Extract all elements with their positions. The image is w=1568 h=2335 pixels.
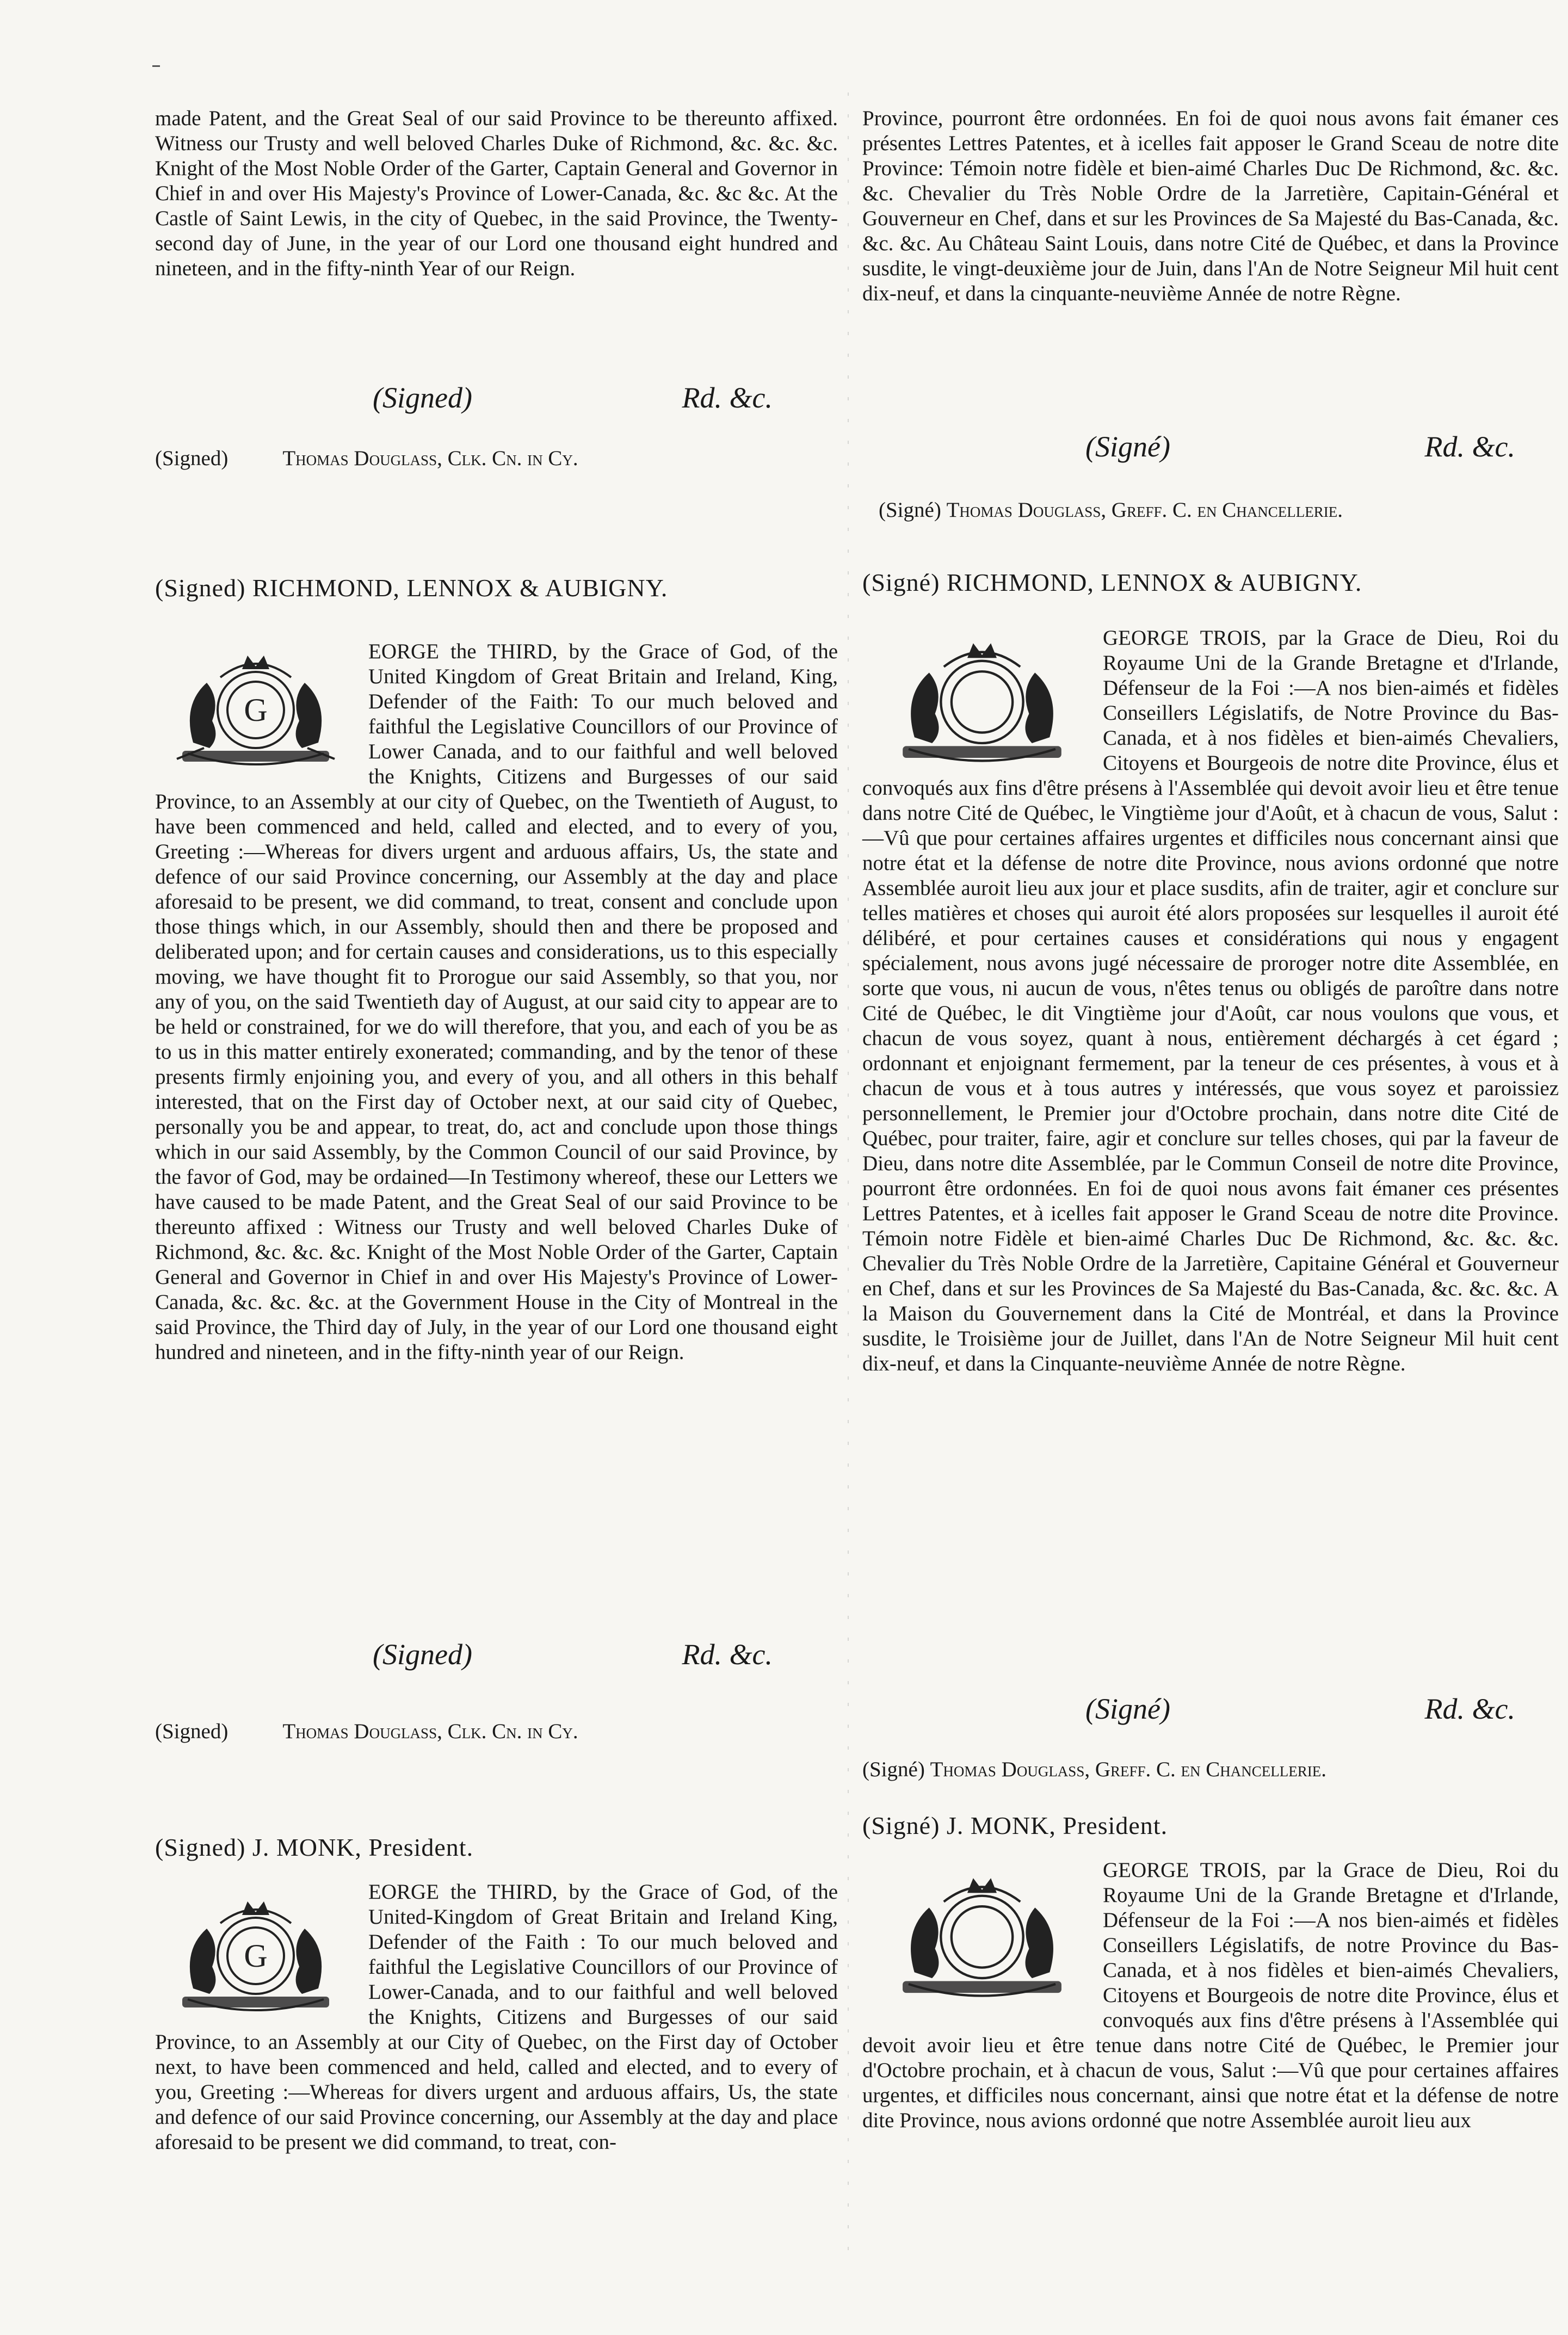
english-proclamation-1: EORGE the THIRD, by the Grace of God, of the United Kingdom of Great Britain and Ireland, King, Defender of the Faith: To our much beloved and faithful the Legislative Councillors of our Province of Lower Canada, and to our faithful and well beloved the Knights, Citizens and Burgesses of our said Province, to an Assembly at our city of Quebec, on the Twentieth of August, to have been commenced and held, called and elected, and to every of you, Greeting :—Whereas for divers urgent and arduous affairs, Us, the state and defence of our said Province concerning, our Assembly at the day and place aforesaid to be present, we did command, to treat, consent and conclude upon those things which, in our Assembly, should then and there be proposed and deliberated upon; and for certain causes and considerations, us to this especially moving, we have thought fit to Prorogue our said Assembly, so that you, nor any of you, on the said Twentieth day of August, at our said city to appear are to be held or constrained, for we do will therefore, that you, and each of you be as to us in this matter entirely exonerated; commanding, and by the tenor of these presents firmly enjoining you, and every of you, and all others in this behalf interested, that on the First day of October next, at our said city of Quebec, personally you be and appear, to treat, do, act and conclude upon those things which in our said Assembly, by the Common Council of our said Province, by the favor of God, may be ordained—In Testimony whereof, these our Letters we have caused to be made Patent, and the Great Seal of our said Province to be thereunto affixed : Witness our Trusty and well beloved Charles Duke of Richmond, &c. &c. &c. Knight of the Most Noble Order of the Garter, Captain General and Governor in Chief in and over His Majesty's Province of Lower-Canada, &c. &c. &c. at the Government House in the City of Montreal in the said Province, the Third day of July, in the year of our Lord one thousand eight hundred and nineteen, and in the fifty-ninth year of our Reign.	[155, 640, 838, 1364]
crest-svg	[873, 626, 1091, 773]
signed-label: (Signed)	[373, 381, 472, 414]
margin-mark	[152, 65, 160, 67]
english-signature-2	[155, 1638, 838, 1671]
authority-line: (Signed) RICHMOND, LENNOX & AUBIGNY.	[155, 574, 668, 602]
royal-crest-icon	[873, 626, 1091, 773]
clerk-name: Thomas Douglass, Clk. Cn. in Cy.	[282, 447, 578, 470]
clerk-prefix: (Signé)	[862, 1758, 925, 1781]
french-signature-1	[862, 430, 1559, 464]
clerk-prefix: (Signed)	[155, 447, 229, 470]
svg-text:G: G	[244, 692, 268, 728]
authority-line: (Signé) J. MONK, President.	[862, 1812, 1168, 1839]
english-signature-1	[155, 381, 838, 415]
rd-label: Rd. &c.	[1424, 430, 1515, 463]
clerk-name: Thomas Douglass, Greff. C. en Chancellerie.	[930, 1758, 1327, 1781]
french-proclamation-2: GEORGE TROIS, par la Grace de Dieu, Roi du Royaume Uni de la Grande Bretagne et d'Irlande, Défenseur de la Foi :—A nos bien-aimés et fidèles Conseillers Législatifs, de notre Province du Bas-Canada, et à nos fidèles et bien-aimés Chevaliers, Citoyens et Bourgeois de notre dite Province, élus et convoqués aux fins d'être présens à l'Assemblée qui devoit avoir lieu et être tenue dans notre Cité de Québec, le Premier jour d'Octobre prochain, et à chacun de vous, Salut :—Vû que pour certaines affaires urgentes, et difficiles nous concernant, ainsi que notre état et la défense de notre dite Province, nous avions ordonné que notre Assemblée auroit lieu aux	[862, 1858, 1559, 2132]
royal-crest-icon	[155, 1880, 356, 2027]
column-divider	[848, 92, 849, 2269]
english-top-paragraph: made Patent, and the Great Seal of our said Province to be thereunto affixed. Witness our Trusty and well beloved Charles Duke of Richmond, &c. &c. &c. Knight of the Most Noble Order of the Garter, Captain General and Governor in Chief in and over His Majesty's Province of Lower-Canada, &c. &c &c. At the Castle of Saint Lewis, in the city of Quebec, in the said Province, the Twenty-second day of June, in the year of our Lord one thousand eight hundred and nineteen, and in the fifty-ninth Year of our Reign.	[155, 107, 838, 280]
french-proclamation-2-block	[862, 1858, 1559, 2133]
authority-line: (Signed) J. MONK, President.	[155, 1833, 474, 1861]
english-proclamation-2: EORGE the THIRD, by the Grace of God, of the United-Kingdom of Great Britain and Ireland King, Defender of the Faith : To our much beloved and faithful the Legislative Councillors of our Province of Lower-Canada, and to our faithful and well beloved the Knights, Citizens and Burgesses of our said Province, to an Assembly at our City of Quebec, on the First day of October next, to have been commenced and held, called and elected, and to every of you, Greeting :—Whereas for divers urgent and arduous affairs, Us, the state and defence of our said Province concerning, our Assembly at the day and place aforesaid to be present we did command, to treat, con-	[155, 1880, 838, 2154]
clerk-name: Thomas Douglass, Greff. C. en Chancellerie.	[946, 498, 1343, 522]
french-proclamation-1: GEORGE TROIS, par la Grace de Dieu, Roi du Royaume Uni de la Grande Bretagne et d'Irlande, Défenseur de la Foi :—A nos bien-aimés et fidèles Conseillers Législatifs, de Notre Province du Bas-Canada, et à nos fidèles et bien-aimés Chevaliers, Citoyens et Bourgeois de notre dite Province, élus et convoqués aux fins d'être présens à l'Assemblée qui devoit avoir lieu et être tenue dans notre Cité de Québec, le Vingtième jour d'Août, et à chacun de vous, Salut :—Vû que pour certaines affaires urgentes et difficiles nous concernant ainsi que notre état et la défense de notre dite Province, nous avions ordonné que notre Assemblée auroit lieu aux jour et place susdits, afin de traiter, agir et conclure sur telles matières et choses qui auroit été alors proposées sur lesquelles il auroit été délibéré, et pour certaines causes et considérations qui nous y engagent spécialement, nous avons jugé nécessaire de proroger notre dite Assemblée, en sorte que vous, ni aucun de vous, n'êtes tenus ou obligés de paroître dans notre Cité de Québec, le dit Vingtième jour d'Août, car nous voulons que vous, et chacun de vous soyez, quant à nous, entièrement déchargés à cet égard ; ordonnant et enjoignant fermement, par la teneur de ces présentes, à vous et à chacun de vous et à tous autres y intéressés, que vous soyez et paroissiez personnellement, le Premier jour d'Octobre prochain, dans notre dite Cité de Québec, pour traiter, faire, agir et conclure sur telles choses, qui par la faveur de Dieu, dans notre dite Assemblée, par le Commun Conseil de notre dite Province, pourront être ordonnées. En foi de quoi nous avons fait émaner ces présentes Lettres Patentes, et à icelles fait apposer le Grand Sceau de notre dite Province. Témoin notre Fidèle et bien-aimé Charles Duc De Richmond, &c. &c. &c. Chevalier du Très Noble Ordre de la Jarretière, Capitaine Général et Gouverneur en Chef, dans et sur les Provinces de Sa Majesté du Bas-Canada, &c. &c. &c. A la Maison du Gouvernement dans la Cité de Montréal, et dans la Province susdite, le Troisième jour de Juillet, dans l'An de Notre Seigneur Mil huit cent dix-neuf, et dans la Cinquante-neuvième Année de notre Règne.	[862, 626, 1559, 1375]
crest-svg	[155, 1880, 356, 2027]
french-top-paragraph: Province, pourront être ordonnées. En foi de quoi nous avons fait émaner ces présentes Lettres Patentes, et à icelles fait apposer le Grand Sceau de notre dite Province: Témoin notre fidèle et bien-aimé Charles Duc De Richmond, &c. &c. &c. Chevalier du Très Noble Ordre de la Jarretière, Capitain-Général et Gouverneur en Chef, dans et sur les Provinces de Sa Majesté du Bas-Canada, &c. &c. &c. Au Château Saint Louis, dans notre Cité de Québec, et dans la Province susdite, le vingt-deuxième jour de Juin, dans l'An de Notre Seigneur Mil huit cent dix-neuf, et dans la cinquante-neuvième Année de notre Règne.	[862, 107, 1559, 305]
french-clerk-2	[862, 1757, 1559, 1782]
signed-label: (Signé)	[1085, 430, 1170, 463]
english-clerk-2	[155, 1719, 838, 1744]
english-authority-2	[155, 1833, 838, 1862]
royal-crest-icon	[873, 1858, 1091, 2010]
clerk-name: Thomas Douglass, Clk. Cn. in Cy.	[282, 1720, 578, 1743]
english-proclamation-1-block	[155, 639, 838, 1365]
royal-crest-icon	[155, 639, 356, 775]
clerk-prefix: (Signé)	[879, 498, 941, 522]
crest-svg	[873, 1858, 1091, 2010]
french-proclamation-1-block	[862, 626, 1559, 1376]
rd-label: Rd. &c.	[1424, 1692, 1515, 1725]
authority-line: (Signé) RICHMOND, LENNOX & AUBIGNY.	[862, 569, 1362, 596]
svg-text:G: G	[244, 1938, 268, 1974]
crest-svg	[155, 639, 356, 775]
signed-label: (Signé)	[1085, 1692, 1170, 1725]
rd-label: Rd. &c.	[682, 381, 773, 414]
french-authority-2	[862, 1812, 1559, 1840]
english-top-paragraph-block	[155, 106, 838, 281]
french-clerk-1	[862, 498, 1559, 523]
rd-label: Rd. &c.	[682, 1638, 773, 1671]
french-authority-1	[862, 569, 1559, 597]
signed-label: (Signed)	[373, 1638, 472, 1671]
english-clerk-1	[155, 446, 838, 471]
french-signature-2	[862, 1692, 1559, 1726]
english-authority-1	[155, 574, 838, 602]
french-top-paragraph-block	[862, 106, 1559, 306]
clerk-prefix: (Signed)	[155, 1720, 229, 1743]
english-proclamation-2-block	[155, 1880, 838, 2155]
